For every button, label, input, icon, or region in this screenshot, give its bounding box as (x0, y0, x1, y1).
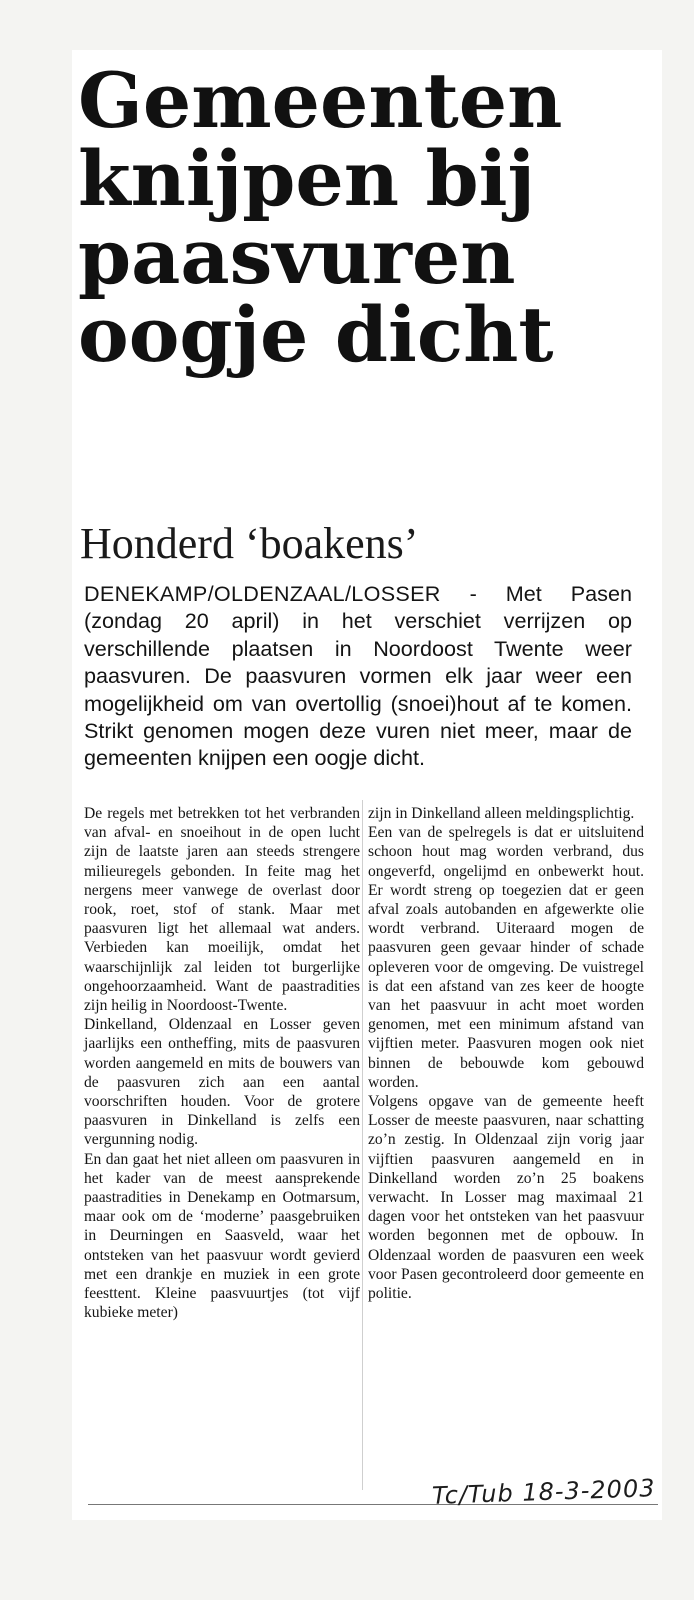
subheadline: Honderd ‘boakens’ (80, 519, 419, 568)
dateline: DENEKAMP/OLDENZAAL/LOSSER (84, 581, 441, 606)
body-paragraph: zijn in Dinkelland alleen meldingsplichtig. (368, 805, 635, 822)
body-paragraph: Dinkelland, Oldenzaal en Losser geven jaarlijks een ontheffing, mits de paasvuren worden aangemeld en mits de bouwers van de paasvuren zich aan een aantal voorschriften houden. Voor de grotere paasvuren in Dinkelland is zelfs een vergunning nodig. (84, 1016, 360, 1149)
lead-paragraph (84, 580, 632, 772)
headline-line: oogje dicht (78, 290, 554, 379)
body-paragraph: De regels met betrekken tot het verbranden van afval- en snoeihout in de open lucht zijn de laatste jaren aan steeds strengere milieuregels gebonden. In feite mag het nergens meer vanwege de overlast door rook, roet, stof of stank. Maar met paasvuren ligt het allemaal wat anders. Verbieden kan moeilijk, omdat het waarschijnlijk zal leiden tot burgerlijke ongehoorzaamheid. Want de paastradities zijn heilig in Noordoost-Twente. (84, 805, 360, 1015)
body-paragraph: Een van de spelregels is dat er uitsluitend schoon hout mag worden verbrand, dus ongeverfd, ongelijmd en onbewerkt hout. Er wordt streng op toegezien dat er geen afval zoals autobanden en afgewerkte olie wordt verbrand. Uiteraard mogen de paasvuren geen gevaar hinder of schade opleveren voor de omgeving. De vuistregel is dat een afstand van zes keer de hoogte van het paasvuur in acht moet worden genomen, met een minimum afstand van vijftien meter. Paasvuren mogen ook niet binnen de bebouwde kom gebouwd worden. (368, 824, 644, 1091)
body-column-right (368, 804, 644, 1303)
body-column-left (84, 804, 360, 1322)
headline (78, 56, 638, 379)
headline-line: knijpen bij (78, 134, 536, 223)
handwritten-source-note: Tc/Tub 18-3-2003 (431, 1474, 656, 1510)
lead-text: - Met Pasen (zondag 20 april) in het verschiet verrijzen op verschillende plaatsen in Noordoost Twente weer paasvuren. De paasvuren vormen elk jaar weer een mogelijkheid om van overtollig (snoei)hout af te komen. Strikt genomen mogen deze vuren niet meer, maar de gemeenten knijpen een oogje dicht. (84, 581, 632, 771)
headline-line: paasvuren (78, 212, 516, 301)
body-paragraph: Volgens opgave van de gemeente heeft Losser de meeste paasvuren, naar schatting zo’n zestig. In Oldenzaal zijn vorig jaar vijftien paasvuren aangemeld en in Dinkelland worden zo’n 25 boakens verwacht. In Losser mag maximaal 21 dagen voor het ontsteken van het paasvuur worden begonnen met de opbouw. In Oldenzaal worden de paasvuren een week voor Pasen gecontroleerd door gemeente en politie. (368, 1093, 644, 1303)
column-divider (362, 800, 363, 1490)
headline-line: Gemeenten (78, 56, 563, 145)
body-paragraph: En dan gaat het niet alleen om paasvuren in het kader van de meest aansprekende paastradities in Denekamp en Ootmarsum, maar ook om de ‘moderne’ paasgebruiken in Deurningen en Saasveld, waar het ontsteken van het paasvuur wordt gevierd met een drankje en muziek in een grote feesttent. Kleine paasvuurtjes (tot vijf kubieke meter) (84, 1150, 360, 1322)
